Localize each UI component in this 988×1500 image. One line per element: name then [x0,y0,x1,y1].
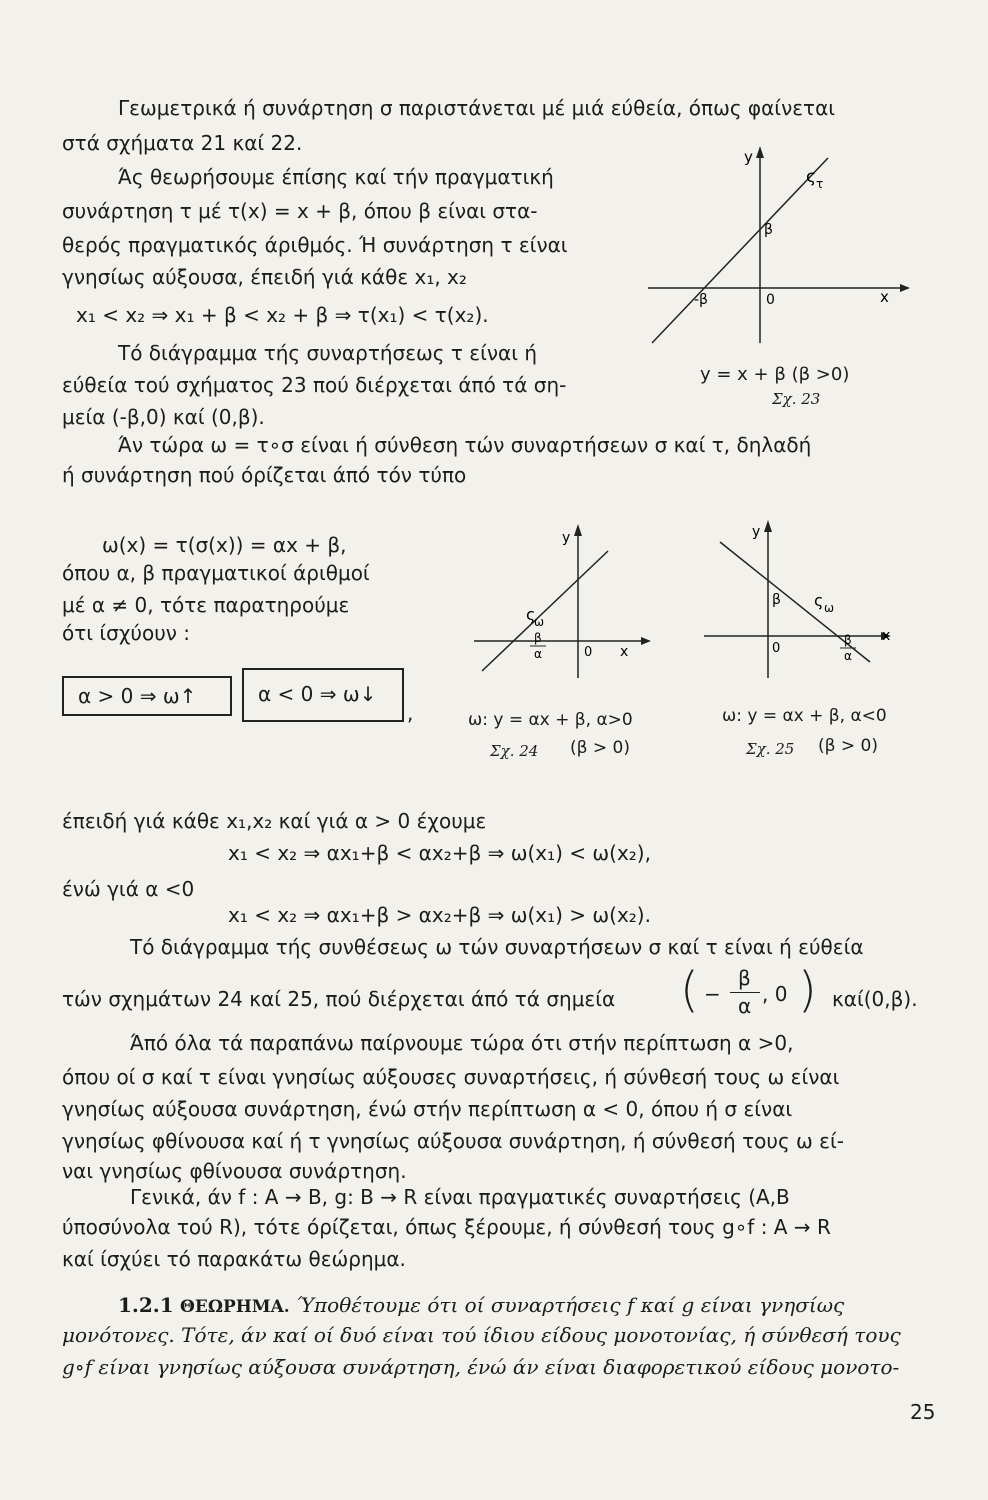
theorem-line: μονότονες. Τότε, άν καί οί δυό είναι τού ίδιου είδους μονοτονίας, ή σύνθεσή τους [62,1323,901,1347]
text-line: Γεωμετρικά ή συνάρτηση σ παριστάνεται μέ μιά εύθεία, όπως φαίνεται [118,96,836,120]
text-line: θερός πραγματικός άριθμός. Ή συνάρτηση τ είναι [62,233,568,257]
formula-line: ω(x) = τ(σ(x)) = αx + β, [102,533,347,557]
text-line: Άν τώρα ω = τ∘σ είναι ή σύνθεση τών συναρτήσεων σ καί τ, δηλαδή [118,433,812,457]
text-line: τών σχημάτων 24 καί 25, πού διέρχεται άπό τά σημεία [62,987,616,1011]
text-line: Άπό όλα τά παραπάνω παίρνουμε τώρα ότι στήν περίπτωση α >0, [130,1031,794,1055]
figure-24 [470,516,660,682]
theorem-number: 1.2.1 [118,1293,174,1317]
y-label: y [562,530,571,546]
text-line: όπου οί σ καί τ είναι γνησίως αύξουσες συναρτήσεις, ή σύνθεσή τους ω είναι [62,1065,840,1089]
text-line: γνησίως φθίνουσα καί ή τ γνησίως αύξουσα συνάρτηση, ή σύνθεσή τους ω εί- [62,1129,844,1153]
monotonic-decreasing-box: α < 0 ⇒ ω↓ [242,668,404,722]
minus-beta-label: -β [694,292,708,308]
text-line: Τό διάγραμμα τής συνθέσεως ω τών συναρτήσεων σ καί τ είναι ή εύθεία [130,935,864,959]
y-label: y [752,524,761,540]
text-line: εύθεία τού σχήματος 23 πού διέρχεται άπό τά ση- [62,373,567,397]
point-rest: , 0 [762,982,788,1006]
text-line: ναι γνησίως φθίνουσα συνάρτηση. [62,1159,407,1183]
line-label-sub: τ [816,177,824,191]
formula-line: x₁ < x₂ ⇒ αx₁+β < αx₂+β ⇒ ω(x₁) < ω(x₂), [228,841,651,865]
beta-label: β [764,222,773,238]
text-line: όπου α, β πραγματικοί άριθμοί [62,561,370,585]
frac-num: β [738,966,751,990]
text-line: ύποσύνολα τού R), τότε όρίζεται, όπως ξέρουμε, ή σύνθεσή τους g∘f : A → R [62,1215,831,1239]
line-label: ς [526,605,536,624]
text-line: γνησίως αύξουσα, έπειδή γιά κάθε x₁, x₂ [62,265,467,289]
text-line: συνάρτηση τ μέ τ(x) = x + β, όπου β είναι στα- [62,199,538,223]
x-label: x [882,628,891,644]
text-line: ένώ γιά α <0 [62,877,195,901]
frac-num: β [844,633,852,647]
y-axis-arrow [764,520,772,532]
theorem-line: g∘f είναι γνησίως αύξουσα συνάρτηση, ένώ άν είναι διαφορετικού είδους μονοτο- [62,1355,900,1379]
x-label: x [620,644,629,660]
graph-line [652,158,828,343]
text-line: Τό διάγραμμα τής συναρτήσεως τ είναι ή [118,341,537,365]
text-line: καί(0,β). [832,987,918,1011]
frac-den: α [738,994,752,1018]
y-axis-arrow [756,146,764,158]
line-label: ς [806,167,816,187]
line-label-sub: ω [534,615,545,629]
text-line: Άς θεωρήσουμε έπίσης καί τήν πραγματική [118,165,554,189]
y-label: y [744,148,753,166]
origin-label: 0 [772,641,781,656]
line-label-sub: ω [824,601,835,615]
figure-23-number: Σχ. 23 [772,390,821,408]
comma: , [407,701,414,725]
figure-25 [700,512,900,682]
frac-bar [730,992,760,993]
figure-25-number: Σχ. 25 [746,740,795,758]
text-line: μέ α ≠ 0, τότε παρατηρούμε [62,593,350,617]
x-label: x [880,288,889,306]
x-axis-arrow [641,637,651,645]
text-line: Γενικά, άν f : A → B, g: B → R είναι πραγματικές συναρτήσεις (A,B [130,1185,790,1209]
line-label: ς [814,591,824,610]
figure-25-condition: (β > 0) [818,736,878,756]
text-line: στά σχήματα 21 καί 22. [62,131,303,155]
page-number: 25 [910,1400,936,1424]
theorem-text: Ύποθέτουμε ότι οί συναρτήσεις f καί g είναι γνησίως [296,1293,845,1317]
minus-sign: − [704,982,721,1006]
figure-24-caption: ω: y = αx + β, α>0 [468,710,633,730]
origin-label: 0 [584,645,593,660]
y-axis-arrow [574,524,582,536]
x-axis-arrow [900,284,910,292]
figure-23-caption: y = x + β (β >0) [700,364,850,385]
frac-den: α [844,649,852,663]
figure-24-number: Σχ. 24 [490,742,539,760]
text-line: ότι ίσχύουν : [62,621,191,645]
monotonic-increasing-box: α > 0 ⇒ ω↑ [62,676,232,716]
formula-line: x₁ < x₂ ⇒ αx₁+β > αx₂+β ⇒ ω(x₁) > ω(x₂). [228,903,651,927]
frac-den: α [534,647,542,661]
figure-23 [640,138,930,350]
theorem-title: ΘΕΩΡΗΜΑ. [180,1297,290,1317]
beta-label: β [772,592,781,608]
text-line: έπειδή γιά κάθε x₁,x₂ καί γιά α > 0 έχουμε [62,809,487,833]
formula-line: x₁ < x₂ ⇒ x₁ + β < x₂ + β ⇒ τ(x₁) < τ(x₂). [76,303,489,327]
paren-close: ) [798,962,817,1018]
origin-label: 0 [766,292,775,308]
figure-25-caption: ω: y = αx + β, α<0 [722,706,887,726]
text-line: γνησίως αύξουσα συνάρτηση, ένώ στήν περίπτωση α < 0, όπου ή σ είναι [62,1097,793,1121]
frac-num: β [534,631,542,645]
figure-24-condition: (β > 0) [570,738,630,758]
text-line: μεία (-β,0) καί (0,β). [62,405,265,429]
paren-open: ( [680,962,699,1018]
theorem-line [118,1292,844,1320]
text-line: ή συνάρτηση πού όρίζεται άπό τόν τύπο [62,463,467,487]
text-line: καί ίσχύει τό παρακάτω θεώρημα. [62,1247,406,1271]
